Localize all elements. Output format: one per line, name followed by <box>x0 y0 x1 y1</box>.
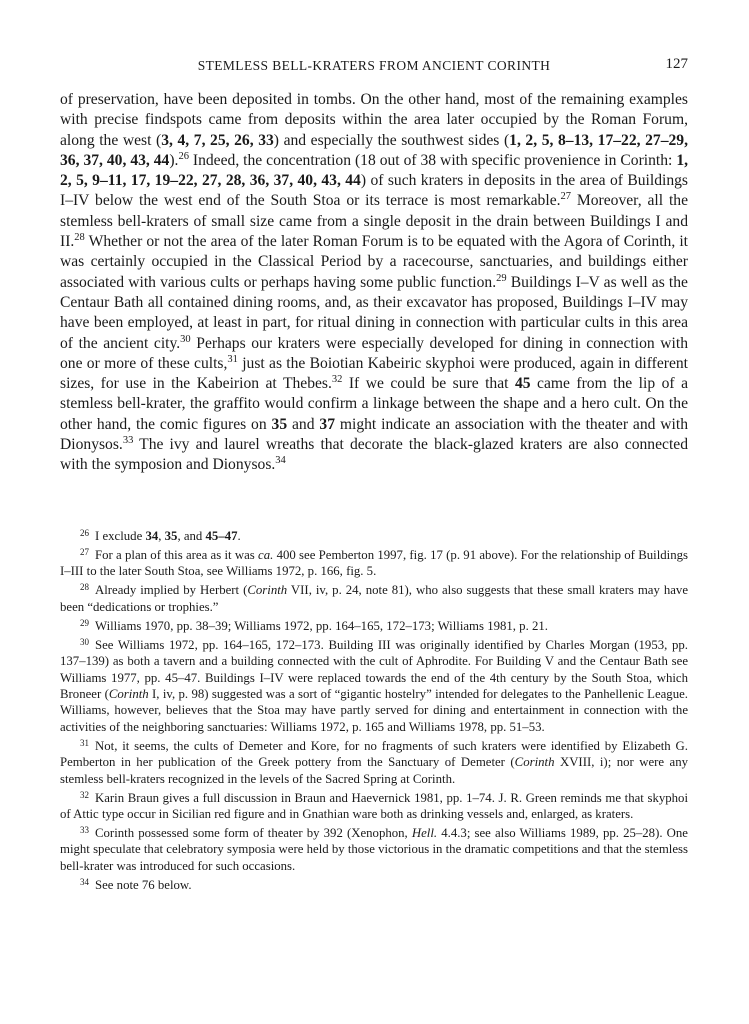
text-run: Perhaps our kraters were especially developed for dining in connection with one or more of these cults, <box>60 334 688 372</box>
footnote-ref: 27 <box>560 191 572 203</box>
text-run: just as the Boiotian Kabeiric skyphoi were produced, again in different sizes, for use in the Kabeirion at Thebes. <box>60 354 688 393</box>
catalogue-numbers: 34 <box>145 529 159 543</box>
text-run: I, iv, p. 98) suggested was a sort of “gigantic hostelry” intended for delegates to the Panhellenic League. Williams, however, believes that the Stoa may have partly served for dining and entertainment in connection with the activities of the neighboring sanctuaries: Williams 1972, p. 165 and Williams 1978, pp. 51–53. <box>60 687 688 734</box>
text-run: Karin Braun gives a full discussion in Braun and Haevernick 1981, pp. 1–74. J. R. Green reminds me that skyphoi of Attic type occur in Sicilian red figure and in Gnathian ware both as drinking vessels and, enlarged, as kraters. <box>60 790 688 822</box>
footnote-31 <box>60 738 688 787</box>
text-run: ) of such kraters in deposits in the area of Buildings I–IV below the west end of the South Stoa or its terrace is most remarkable. <box>60 172 688 210</box>
text-run: of preservation, have been deposited in tombs. On the other hand, most of the remaining examples with precise findspots came from deposits within the area later occupied by the Roman Forum, along the west ( <box>60 91 688 149</box>
text-run: XVIII, i); nor were any stemless bell-kraters recognized in the levels of the Sacred Spring at Corinth. <box>60 755 689 786</box>
text-run: . <box>237 529 241 543</box>
italic-term: Corinth <box>247 583 288 598</box>
footnote-28 <box>60 582 688 615</box>
text-run: Already implied by Herbert ( <box>95 583 248 598</box>
catalogue-numbers: 1, 2, 5, 8–13, 17–22, 27–29, 36, 37, 40, 43, 44 <box>60 131 689 169</box>
footnote-34 <box>60 877 688 893</box>
footnote-number: 27 <box>80 547 89 557</box>
text-run: ). <box>169 151 179 169</box>
body-text <box>60 90 688 476</box>
running-title: STEMLESS BELL-KRATERS FROM ANCIENT CORINTH <box>197 58 551 73</box>
catalogue-numbers: 35 <box>271 415 288 433</box>
text-run: The ivy and laurel wreaths that decorate the black-glazed kraters are also connected with the symposion and Dionysos. <box>60 436 688 474</box>
catalogue-numbers: 45 <box>514 375 531 393</box>
footnote-number: 31 <box>80 737 89 748</box>
footnote-ref: 31 <box>227 353 238 365</box>
text-run: Whether or not the area of the later Roman Forum is to be equated with the Agora of Corinth, it was certainly occupied in the Classical Period by a racecourse, sanctuaries, and buildings either associated with various cults or perhaps having some public function. <box>60 233 688 291</box>
footnote-30 <box>60 637 688 735</box>
text-run: 400 see Pemberton 1997, fig. 17 (p. 91 above). For the relationship of Buildings I–III to the later South Stoa, see Williams 1972, p. 166, fig. 5. <box>60 548 688 579</box>
footnote-ref: 32 <box>331 373 343 385</box>
catalogue-numbers: 45–47 <box>205 529 238 543</box>
text-run: VII, iv, p. 24, note 81), who also suggests that these small kraters may have been “dedications or trophies.” <box>60 583 688 614</box>
footnote-ref: 34 <box>275 455 286 467</box>
page-header <box>60 56 688 76</box>
text-run: came from the lip of a stemless bell-krater, the graffito would confirm a linkage between the shape and a hero cult. On the other hand, the comic figures on <box>60 375 688 433</box>
text-run: See note 76 below. <box>95 877 192 892</box>
italic-term: Hell. <box>411 826 438 841</box>
footnote-number: 34 <box>80 876 89 887</box>
catalogue-numbers: 35 <box>164 529 178 543</box>
footnote-32 <box>60 790 688 823</box>
footnotes <box>60 528 688 896</box>
page-number: 127 <box>665 56 688 72</box>
footnote-33 <box>60 825 688 874</box>
catalogue-numbers: 3, 4, 7, 25, 26, 33 <box>161 131 274 149</box>
catalogue-numbers: 1, 2, 5, 9–11, 17, 19–22, 27, 28, 36, 37, 40, 43, 44 <box>60 151 689 190</box>
text-run: ) and especially the southwest sides ( <box>273 131 510 149</box>
text-run: Buildings I–V as well as the Centaur Bath all contained dining rooms, and, as their excavator has proposed, Buildings I–IV may have been employed, at least in part, for ritual dining in connection with particular cults in this area of the ancient city. <box>60 273 688 352</box>
text-run: I exclude <box>95 529 146 543</box>
text-run: Williams 1970, pp. 38–39; Williams 1972, pp. 164–165, 172–173; Williams 1981, p. 21. <box>95 618 548 633</box>
footnote-number: 33 <box>80 825 89 836</box>
body-paragraph <box>60 90 688 476</box>
text-run: might indicate an association with the theater and with Dionysos. <box>60 415 689 454</box>
text-run: , and <box>177 529 206 543</box>
footnote-27 <box>60 547 688 580</box>
text-run: If we could be sure that <box>342 375 515 393</box>
italic-term: ca. <box>258 548 274 562</box>
footnote-number: 26 <box>80 528 89 538</box>
footnote-ref: 33 <box>122 434 134 446</box>
text-run: and <box>287 415 320 433</box>
text-run: Not, it seems, the cults of Demeter and Kore, for no fragments of such kraters were identified by Elizabeth G. Pemberton in her publication of the Greek pottery from the Sanctuary of Demeter ( <box>60 738 688 770</box>
footnote-number: 32 <box>80 789 89 800</box>
catalogue-numbers: 37 <box>319 415 335 433</box>
footnote-ref: 26 <box>178 150 189 162</box>
footnote-ref: 30 <box>180 333 191 345</box>
footnote-number: 29 <box>80 617 89 628</box>
footnote-26 <box>60 528 688 544</box>
footnote-ref: 28 <box>74 231 85 243</box>
footnote-number: 28 <box>80 582 89 593</box>
text-run: Moreover, all the stemless bell-kraters of small size came from a single deposit in the drain between Buildings I and II. <box>60 192 688 251</box>
italic-term: Corinth <box>514 755 555 770</box>
footnote-29 <box>60 618 688 634</box>
footnote-ref: 29 <box>496 272 507 284</box>
text-run: , <box>158 529 165 543</box>
text-run: See Williams 1972, pp. 164–165, 172–173. Building III was originally identified by Charles Morgan (1953, pp. 137–139) as both a tavern and a building connected with the cult of Aphrodite. For Building V and the Centaur Bath see Williams 1977, pp. 45–47. Buildings I–IV were replaced towards the end of the 4th century by the South Stoa, which Broneer ( <box>60 637 688 702</box>
italic-term: Corinth <box>108 687 149 702</box>
text-run: For a plan of this area as it was <box>95 548 259 562</box>
text-run: Corinth possessed some form of theater by 392 (Xenophon, <box>95 826 412 841</box>
text-run: 4.4.3; see also Williams 1989, pp. 25–28). One might speculate that celebratory symposia were held by those victorious in the dramatic competitions and that the stemless bell-krater was introduced for such occasions. <box>60 826 688 873</box>
text-run: Indeed, the concentration (18 out of 38 with specific provenience in Corinth: <box>188 151 677 169</box>
footnote-number: 30 <box>80 636 89 647</box>
